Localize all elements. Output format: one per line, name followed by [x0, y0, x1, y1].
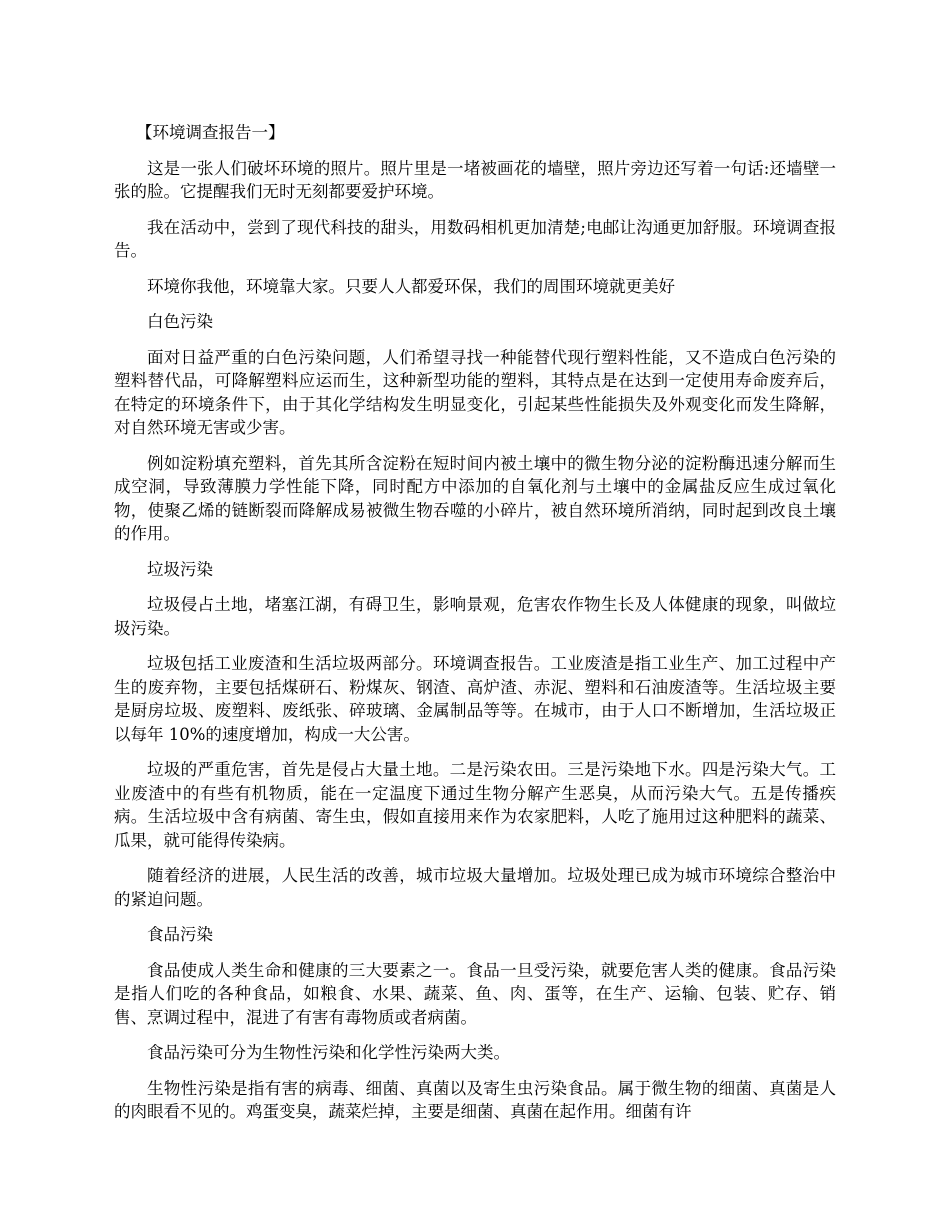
document-page	[114, 121, 836, 1136]
paragraph-starch-plastic: 例如淀粉填充塑料，首先其所含淀粉在短时间内被土壤中的微生物分泌的淀粉酶迅速分解而生成空洞，导致薄膜力学性能下降，同时配方中添加的自氧化剂与土壤中的金属盐反应生成过氧化物，使聚乙烯的链断裂而降解成易被微生物吞噬的小碎片，被自然环境所消纳，同时起到改良土壤的作用。	[114, 453, 836, 543]
paragraph-photo: 这是一张人们破坏环境的照片。照片里是一堵被画花的墙壁，照片旁边还写着一句话:还墙壁一张的脸。它提醒我们无时无刻都要爱护环境。	[114, 158, 836, 201]
paragraph-garbage-types: 垃圾包括工业废渣和生活垃圾两部分。环境调查报告。工业废渣是指工业生产、加工过程中产生的废弃物，主要包括煤研石、粉煤灰、钢渣、高炉渣、赤泥、塑料和石油废渣等。生活垃圾主要是厨房垃圾、废塑料、废纸张、碎玻璃、金属制品等等。在城市，由于人口不断增加，生活垃圾正以每年 10%的速度增加，构成一大公害。	[114, 654, 836, 744]
section-heading-garbage-pollution: 垃圾污染	[147, 559, 213, 579]
paragraph-food-definition: 食品使成人类生命和健康的三大要素之一。食品一旦受污染，就要危害人类的健康。食品污染是指人们吃的各种食品，如粮食、水果、蔬菜、鱼、肉、蛋等，在生产、运输、包装、贮存、销售、烹调过程中，混进了有害有毒物质或者病菌。	[114, 960, 836, 1027]
paragraph-food-categories: 食品污染可分为生物性污染和化学性污染两大类。	[147, 1043, 510, 1062]
paragraph-technology: 我在活动中，尝到了现代科技的甜头，用数码相机更加清楚;电邮让沟通更加舒服。环境调查报告。	[114, 217, 836, 260]
paragraph-garbage-hazards: 垃圾的严重危害，首先是侵占大量土地。二是污染农田。三是污染地下水。四是污染大气。工业废渣中的有些有机物质，能在一定温度下通过生物分解产生恶臭，从而污染大气。五是传播疾病。生活垃圾中含有病菌、寄生虫，假如直接用来作为农家肥料，人吃了施用过这种肥料的蔬菜、瓜果，就可能得传染病。	[114, 760, 836, 850]
paragraph-biological-pollution: 生物性污染是指有害的病毒、细菌、真菌以及寄生虫污染食品。属于微生物的细菌、真菌是人的肉眼看不见的。鸡蛋变臭，蔬菜烂掉，主要是细菌、真菌在起作用。细菌有许	[114, 1078, 836, 1121]
report-title: 【环境调查报告一】	[136, 123, 285, 142]
section-heading-food-pollution: 食品污染	[147, 925, 213, 944]
paragraph-garbage-definition: 垃圾侵占土地，堵塞江湖，有碍卫生，影响景观，危害农作物生长及人体健康的现象，叫做垃圾污染。	[114, 595, 836, 638]
section-heading-white-pollution: 白色污染	[147, 312, 213, 331]
paragraph-slogan: 环境你我他，环境靠大家。只要人人都爱环保，我们的周围环境就更美好	[147, 276, 675, 296]
paragraph-white-pollution: 面对日益严重的白色污染问题，人们希望寻找一种能替代现行塑料性能，又不造成白色污染的塑料替代品，可降解塑料应运而生，这种新型功能的塑料，其特点是在达到一定使用寿命废弃后，在特定的环境条件下，由于其化学结构发生明显变化，引起某些性能损失及外观变化而发生降解，对自然环境无害或少害。	[114, 347, 836, 437]
paragraph-garbage-urgency: 随着经济的进展，人民生活的改善，城市垃圾大量增加。垃圾处理已成为城市环境综合整治中的紧迫问题。	[114, 866, 836, 909]
